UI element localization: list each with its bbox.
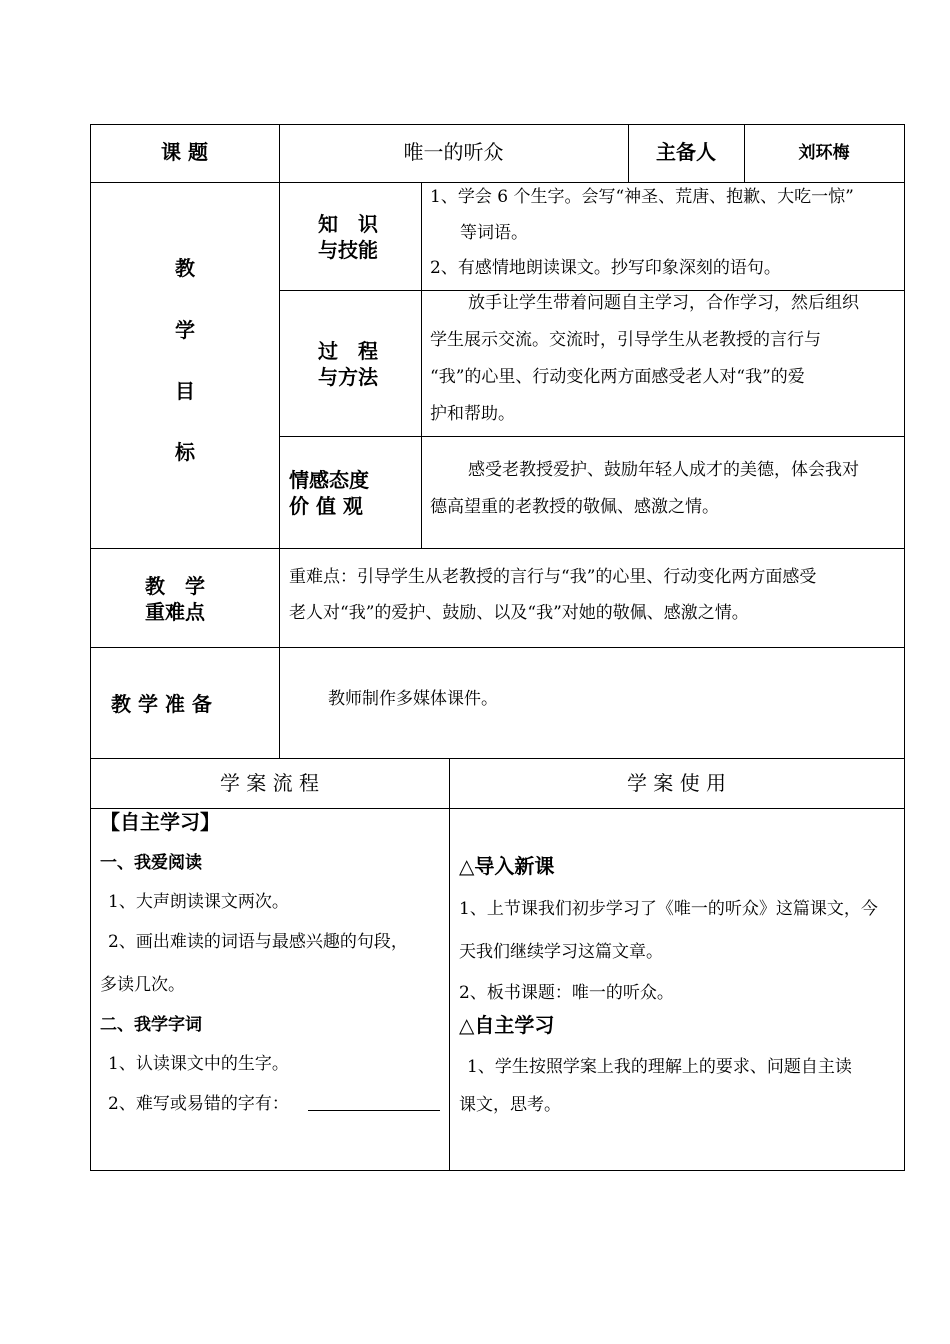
process-text: 护和帮助。 [430, 404, 515, 424]
rule [421, 182, 422, 549]
rule [90, 1170, 905, 1171]
self-study-title: △自主学习 [459, 1013, 555, 1037]
rule [904, 124, 905, 1171]
intro-text: 1、上节课我们初步学习了《唯一的听众》这篇课文，今 [459, 899, 878, 919]
part2-title: 二、我学字词 [100, 1015, 202, 1035]
intro-text: 天我们继续学习这篇文章。 [459, 942, 663, 962]
emotion-label: 价 值 观 [289, 494, 363, 518]
process-label: 与方法 [318, 365, 378, 389]
self-study-section-title: 【自主学习】 [100, 810, 220, 834]
goals-label-char: 学 [175, 318, 195, 342]
emotion-text: 感受老教授爱护、鼓励年轻人成才的美德，体会我对 [468, 460, 859, 480]
process-text: 学生展示交流。交流时，引导学生从老教授的言行与 [430, 330, 821, 350]
flow-left-header: 学 案 流 程 [219, 771, 320, 795]
rule [279, 124, 280, 758]
knowledge-label: 与技能 [318, 238, 378, 262]
knowledge-label: 知 识 [318, 212, 378, 236]
owner-value: 刘环梅 [798, 143, 850, 163]
part2-item: 2、难写或易错的字有： [108, 1094, 289, 1114]
difficulty-text: 重难点：引导学生从老教授的言行与“我”的心里、行动变化两方面感受 [289, 567, 817, 587]
difficulty-text: 老人对“我”的爱护、鼓励、以及“我”对她的敬佩、感激之情。 [289, 603, 749, 623]
intro-text: 2、板书课题：唯一的听众。 [459, 983, 674, 1003]
part1-item: 1、大声朗读课文两次。 [108, 892, 289, 912]
process-label: 过 程 [318, 339, 378, 363]
preparation-label: 教 学 准 备 [111, 692, 212, 716]
goals-label-char: 目 [175, 379, 195, 403]
answer-blank[interactable] [308, 1094, 440, 1111]
rule [90, 182, 905, 183]
part1-item: 2、画出难读的词语与最感兴趣的句段， [108, 932, 408, 952]
goals-label-char: 标 [175, 440, 195, 464]
self-study-text: 课文，思考。 [459, 1095, 561, 1115]
flow-right-header: 学 案 使 用 [626, 771, 727, 795]
process-text: 放手让学生带着问题自主学习，合作学习，然后组织 [468, 293, 859, 313]
intro-title: △导入新课 [459, 854, 555, 878]
rule [90, 647, 905, 648]
part1-title: 一、我爱阅读 [100, 853, 202, 873]
self-study-text: 1、学生按照学案上我的理解上的要求、问题自主读 [467, 1057, 852, 1077]
knowledge-text: 等词语。 [460, 223, 528, 243]
rule [449, 758, 450, 1171]
rule [279, 290, 905, 291]
preparation-text: 教师制作多媒体课件。 [328, 689, 498, 709]
emotion-label: 情感态度 [289, 468, 369, 492]
part1-item: 多读几次。 [100, 975, 185, 995]
rule [90, 548, 905, 549]
part2-item: 1、认读课文中的生字。 [108, 1054, 289, 1074]
rule [90, 808, 905, 809]
owner-label: 主备人 [656, 140, 716, 164]
difficulty-label: 重难点 [145, 600, 205, 624]
knowledge-text: 1、学会 6 个生字。会写“神圣、荒唐、抱歉、大吃一惊” [430, 187, 854, 207]
topic-value: 唯一的听众 [403, 140, 504, 164]
emotion-text: 德高望重的老教授的敬佩、感激之情。 [430, 497, 719, 517]
process-text: “我”的心里、行动变化两方面感受老人对“我”的爱 [430, 367, 805, 387]
knowledge-text: 2、有感情地朗读课文。抄写印象深刻的语句。 [430, 258, 781, 278]
rule [90, 124, 91, 1171]
rule [279, 436, 905, 437]
difficulty-label: 教 学 [145, 574, 205, 598]
rule [90, 124, 905, 125]
rule [90, 758, 905, 759]
topic-label: 课 题 [161, 140, 208, 164]
goals-label-char: 教 [175, 256, 195, 280]
